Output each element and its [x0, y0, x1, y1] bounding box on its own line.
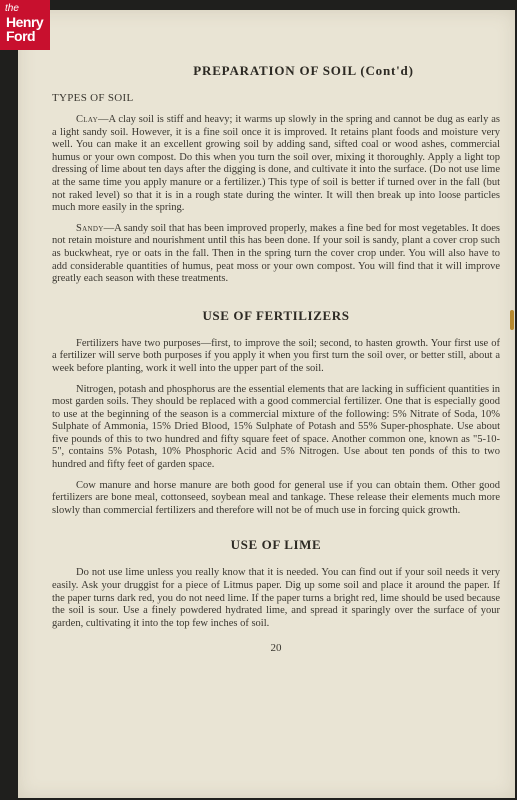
- page-title: PREPARATION OF SOIL (Cont'd): [193, 63, 414, 78]
- lime-paragraph: Do not use lime unless you really know that it is needed. You can find out if your soil needs it very easily. Ask your druggist for a piece of Litmus paper. Dig up some soil and place it around the paper. If the paper turns dark red, you do not need lime. If the paper turns a bright red, lime should be used because the soil is sour. Use a finely powdered hydrated lime, and spread it sparingly over the surface of your garden, cultivating it into the top few inches of soil.: [52, 567, 500, 629]
- fertilizers-paragraph-2: Nitrogen, potash and phosphorus are the essential elements that are lacking in sufficient quantities in most garden soils. They should be replaced with a good commercial fertilizer. One that is especially good to use at the beginning of the season is a commercial mixture of the following: 5% Nitrate of Soda, 10% Sulphate of Ammonia, 15% Dried Blood, 15% Sulphate of Potash and 55% Super-phosphate. Use about five pounds of this to two hundred and fifty square feet of space. Another common one, known as "5-10-5", contains 5% Potash, 10% Phosphoric Acid and 5% Nitrogen. Use about ten ponds of this to two hundred and fifty feet of garden space.: [52, 383, 500, 471]
- logo-the: the: [5, 3, 19, 14]
- clay-text: —A clay soil is stiff and heavy; it warms up slowly in the spring and cannot be dug as early as a light sandy soil. However, it is a fine soil once it is improved. It retains plant foods and moisture very well. You can make it an excellent growing soil by adding sand, sifted coal or wood ashes, commercial humus or your own compost. Do this when you turn the soil over, mixing it thoroughly. Apply a light top dressing of lime about ten days after the digging is done, and cultivate it into the surface. (Do not use lime at the same time you apply manure or a fertilizer.) This type of soil is better if turned over in the fall (but not raked level) so that it is in a rough state during the winter. It will then break up into loose particles much more easily in the spring.: [52, 114, 500, 214]
- types-of-soil-heading: TYPES OF SOIL: [52, 92, 134, 104]
- fertilizers-paragraph-1: Fertilizers have two purposes—first, to improve the soil; second, to hasten growth. Your first use of a fertilizer will serve both purposes if you apply it when you first turn the soil over, or better still, about a week before planting, work it well into the upper part of the soil.: [52, 337, 500, 374]
- fertilizers-heading: USE OF FERTILIZERS: [202, 307, 350, 323]
- sandy-paragraph: [52, 223, 500, 286]
- page-stain: [510, 310, 514, 330]
- page-content: [52, 55, 500, 654]
- document-page: [18, 10, 515, 798]
- logo-ford: Ford: [6, 28, 36, 44]
- clay-paragraph: [52, 114, 500, 215]
- lime-heading: USE OF LIME: [230, 537, 322, 553]
- logo-brand: [6, 15, 43, 43]
- sandy-lead: Sandy: [76, 222, 104, 234]
- logo-henry: Henry: [6, 14, 44, 30]
- clay-lead: Clay: [76, 114, 98, 125]
- sandy-text: —A sandy soil that has been improved properly, makes a fine bed for most vegetables. It does not retain moisture and nourishment until this has been done. If your soil is sandy, plant a cover crop such as buckwheat, rye or oats in the fall. Then in the spring turn the cover crop under. You will also have to add considerable quantities of humus, peat moss or your own compost. You will find that it will improve greatly each season with these treatments.: [52, 222, 500, 285]
- fertilizers-paragraph-3: Cow manure and horse manure are both good for general use if you can obtain them. Other good fertilizers are bone meal, cottonseed, soybean meal and tankage. These release their elements much more slowly than commercial fertilizers and therefore will not be of much use in forcing quick growth.: [52, 479, 500, 516]
- page-number: 20: [270, 642, 282, 655]
- henry-ford-logo: [0, 0, 50, 50]
